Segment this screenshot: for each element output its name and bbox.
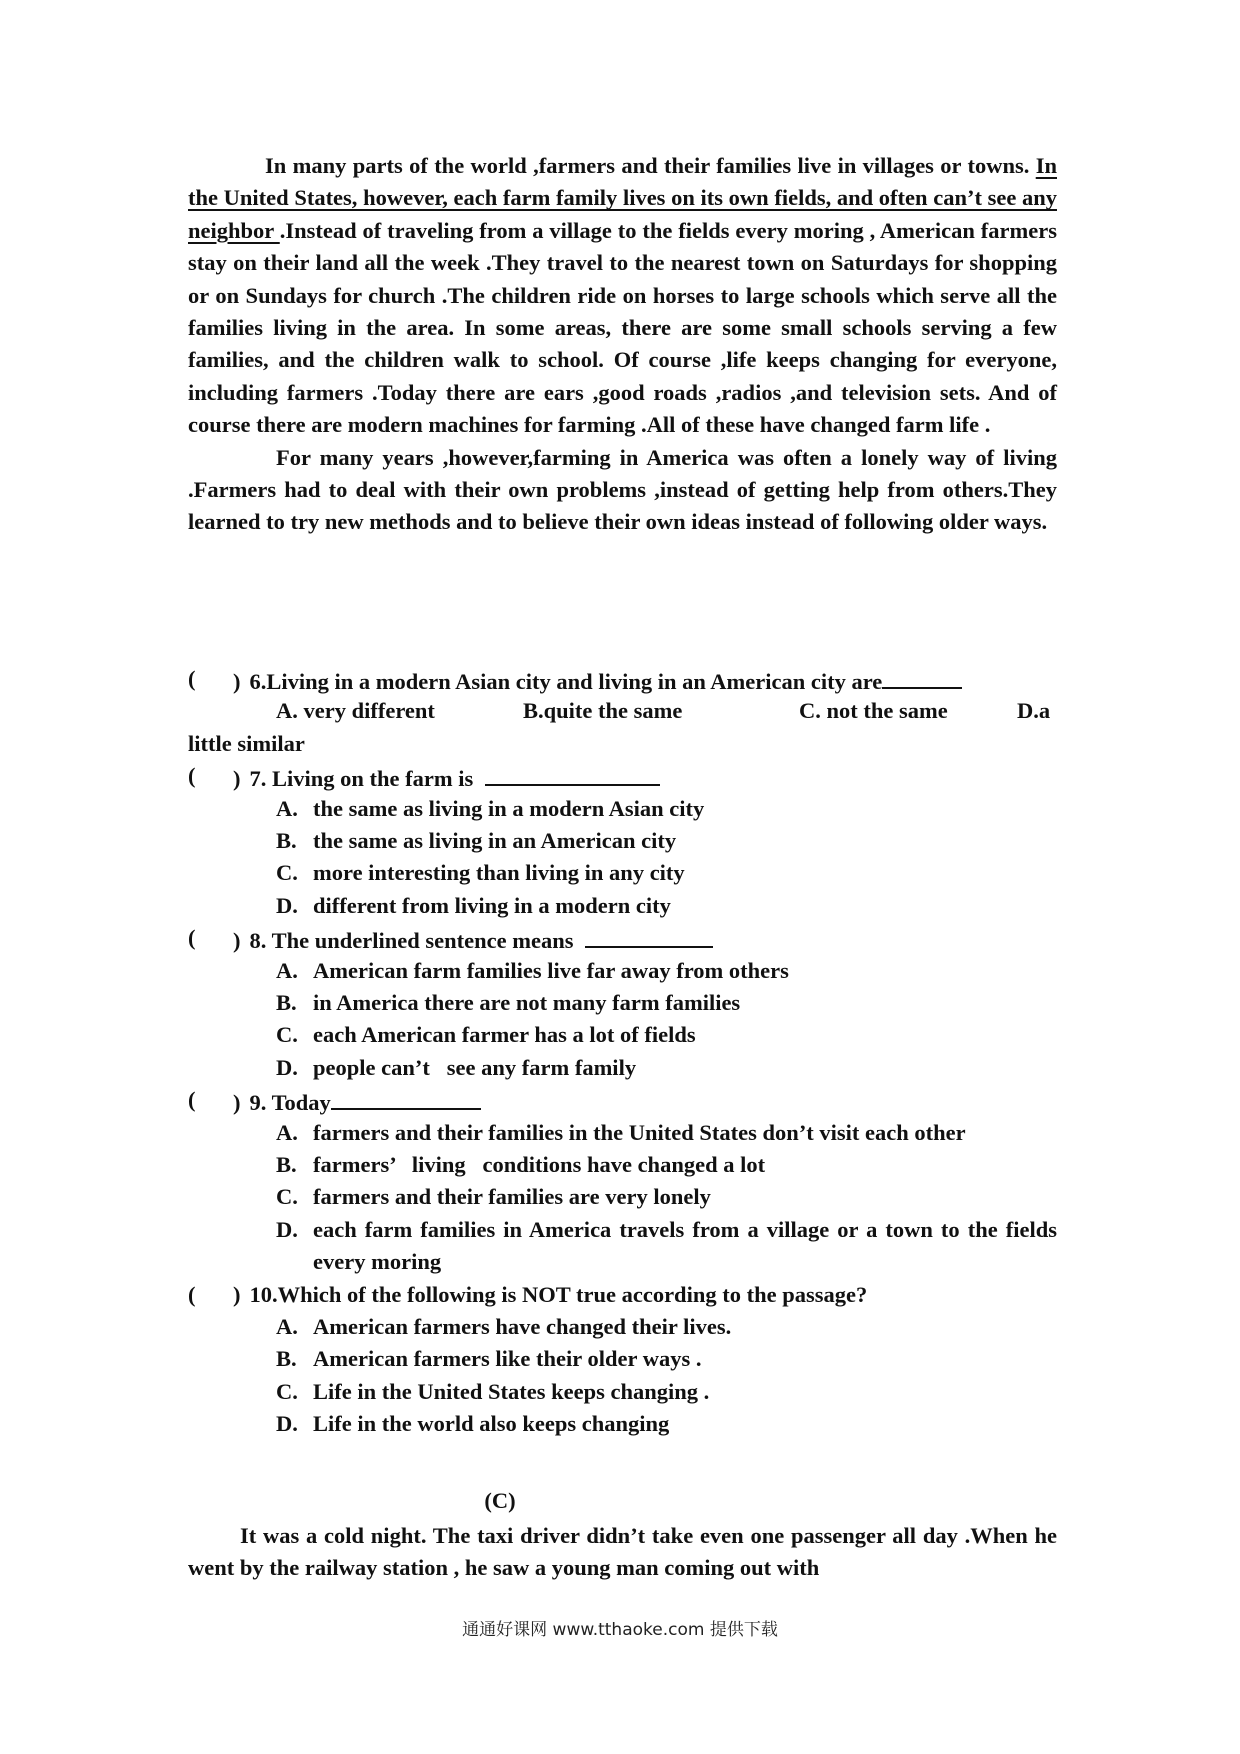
option-letter: A. (276, 1314, 298, 1340)
question-8-option-c (188, 1019, 1057, 1051)
option-letter: C. (276, 1184, 298, 1210)
option-letter: B. (276, 1152, 297, 1177)
option-letter: A. (276, 795, 298, 821)
option-text: the same as living in a modern Asian city (313, 795, 705, 821)
answer-paren-open: ( (188, 666, 196, 691)
questions (188, 663, 1057, 1441)
question-9-option-b (188, 1149, 1057, 1181)
answer-blank[interactable] (585, 922, 713, 948)
option-text: in America there are not many farm families (313, 989, 741, 1015)
question-6-option-b: B.quite the same (523, 698, 683, 724)
option-letter: A. (276, 957, 298, 983)
option-text: Life in the world also keeps changing (313, 1411, 670, 1437)
question-6-text: 6.Living in a modern Asian city and living in an American city are (249, 669, 883, 694)
answer-paren-open: ( (188, 1281, 196, 1307)
question-10-option-c (188, 1376, 1057, 1408)
passage-c (188, 1520, 1057, 1585)
question-8-option-d (188, 1052, 1057, 1084)
answer-blank[interactable] (882, 663, 962, 689)
answer-blank[interactable] (331, 1084, 481, 1110)
option-text: each American farmer has a lot of fields (313, 1022, 696, 1048)
option-text: different from living in a modern city (313, 892, 671, 918)
option-letter: A. (276, 1119, 298, 1145)
option-text: more interesting than living in any city (313, 860, 685, 886)
passage-paragraph-1 (188, 150, 1057, 442)
option-text: Life in the United States keeps changing . (313, 1378, 710, 1404)
question-9-option-a (188, 1117, 1057, 1149)
question-10-option-a (188, 1311, 1057, 1343)
question-6-option-c: C. not the same (799, 698, 948, 724)
option-text: farmers and their families are very lonely (313, 1184, 711, 1210)
passage1-before: In many parts of the world ,farmers and their families live in villages or towns. (265, 153, 1036, 178)
passage-b (188, 150, 1057, 539)
section-c-heading: (C) (484, 1488, 516, 1513)
question-6 (188, 663, 1057, 760)
underlined-sentence: In the United States, however, each farm family lives on its own fields, and often can’t see any neighbor (188, 153, 1057, 243)
question-7-text: 7. Living on the farm is (249, 766, 474, 792)
question-9-option-d (188, 1214, 1057, 1279)
question-8-option-a (188, 955, 1057, 987)
answer-blank[interactable] (485, 760, 660, 786)
question-6-option-d-wrap: little similar (188, 730, 305, 756)
page-footer: 通通好课网 www.tthaoke.com 提供下载 (462, 1620, 778, 1640)
question-9 (188, 1084, 1057, 1278)
option-text: people can’t see any farm family (313, 1054, 637, 1080)
passage1-after: .Instead of traveling from a village to the fields every moring , American farmers stay on their land all the week .They travel to the nearest town on Saturdays for shopping or on Sundays for church .The children ride on horses to large schools which serve all the families living in the area. In some areas, there are some small schools serving a few families, and the children walk to school. Of course ,life keeps changing for everyone, including farmers .Today there are ears ,good roads ,radios ,and television sets. And of course there are modern machines for farming .All of these have changed farm life . (188, 217, 1057, 438)
question-9-text: 9. Today (249, 1090, 331, 1116)
question-10-option-d (188, 1408, 1057, 1440)
question-10-text: 10.Which of the following is NOT true according to the passage? (249, 1281, 868, 1307)
answer-paren-close: ) (233, 928, 241, 954)
option-letter: B. (276, 827, 297, 853)
answer-paren-open: ( (188, 763, 196, 789)
question-6-option-d: D.a (1017, 698, 1051, 724)
option-text: farmers’ living conditions have changed a lot (313, 1152, 766, 1177)
answer-paren-open: ( (188, 925, 196, 951)
question-8 (188, 922, 1057, 1084)
option-text: American farm families live far away from others (313, 957, 789, 983)
option-text: each farm families in America travels from a village or a town to the fields every moring (313, 1216, 1057, 1275)
answer-paren-close: ) (233, 1090, 241, 1116)
question-6-option-a: A. very different (276, 698, 435, 724)
question-8-option-b (188, 987, 1057, 1019)
option-letter: D. (276, 1216, 298, 1242)
passage-c-paragraph: It was a cold night. The taxi driver didn’t take even one passenger all day .When he went by the railway station , he saw a young man coming out with (188, 1523, 1057, 1581)
option-letter: D. (276, 1054, 298, 1080)
question-7-option-a (188, 793, 1057, 825)
passage-paragraph-2: For many years ,however,farming in America was often a lonely way of living .Farmers had to deal with their own problems ,instead of getting help from others.They learned to try new methods and to believe their own ideas instead of following older ways. (188, 444, 1057, 535)
option-letter: D. (276, 892, 298, 918)
option-letter: C. (276, 1022, 298, 1048)
answer-paren-close: ) (233, 669, 241, 694)
question-7-option-d (188, 890, 1057, 922)
answer-paren-close: ) (233, 766, 241, 792)
question-7-option-b (188, 825, 1057, 857)
option-letter: B. (276, 1346, 297, 1372)
question-9-option-c (188, 1181, 1057, 1213)
option-letter: C. (276, 1378, 298, 1404)
question-10 (188, 1279, 1057, 1441)
option-letter: B. (276, 989, 297, 1015)
option-letter: C. (276, 860, 298, 886)
answer-paren-close: ) (233, 1281, 241, 1307)
option-text: American farmers like their older ways . (313, 1346, 702, 1372)
question-7 (188, 760, 1057, 922)
option-text: the same as living in an American city (313, 827, 677, 853)
answer-paren-open: ( (188, 1087, 196, 1113)
option-text: American farmers have changed their lives. (313, 1314, 732, 1340)
option-letter: D. (276, 1411, 298, 1437)
question-7-option-c (188, 857, 1057, 889)
option-text: farmers and their families in the United States don’t visit each other (313, 1119, 966, 1145)
question-10-option-b (188, 1343, 1057, 1375)
question-8-text: 8. The underlined sentence means (249, 928, 574, 954)
